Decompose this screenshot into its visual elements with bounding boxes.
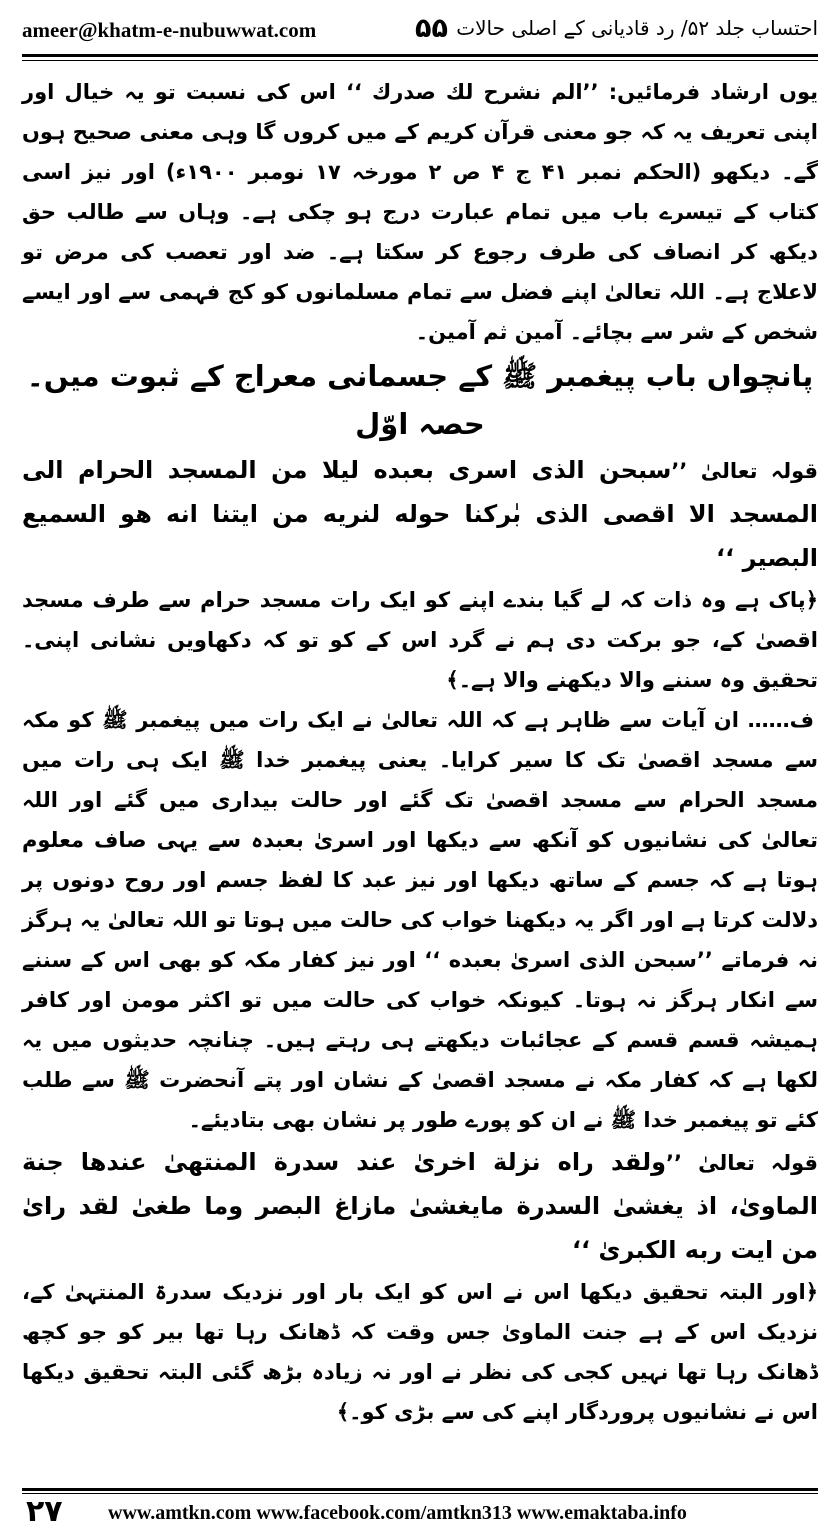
footer-page-number: ۲۷: [26, 1494, 63, 1529]
page-header: [22, 14, 818, 48]
header-email: ameer@khatm-e-nubuwwat.com: [22, 18, 317, 42]
footer-rule-thin: [22, 1493, 818, 1494]
header-rule-thick: [22, 54, 818, 57]
header-page-number: ۵۵: [415, 13, 448, 44]
footer-links[interactable]: www.amtkn.com www.facebook.com/amtkn313 www.emaktaba.info: [108, 1502, 687, 1524]
verse-1-translation: ﴿پاک ہے وہ ذات کہ لے گیا بندے اپنے کو ایک رات مسجد حرام سے طرف مسجد اقصیٰ کے، جو برکت دی ہم نے گرد اس کے کو تو کہ دکھاویں نشانی اپنی۔ تحقیق وہ سننے والا دیکھنے والا ہے۔﴾: [22, 588, 818, 692]
verse-2-arabic: ولقد راه نزلة اخریٰ عند سدرة المنتهیٰ عندها جنة الماویٰ، اذ یغشیٰ السدرة مایغشیٰ مازاغ البصر وما طغیٰ لقد رایٰ من ایت ربه الکبریٰ ‘‘: [22, 1148, 818, 1264]
page-footer: [22, 1494, 818, 1534]
intro-paragraph: یوں ارشاد فرمائیں: ’’الم نشرح لك صدرك ‘‘ اس کی نسبت تو یہ خیال اور اپنی تعریف یہ کہ جو معنی قرآن کریم کے میں کروں گا وہی معنی صحیح ہوں گے۔ دیکھو (الحکم نمبر ۴۱ ج ۴ ص ۲ مورخہ ۱۷ نومبر ۱۹۰۰ء) اور نیز اسی کتاب کے تیسرے باب میں تمام عبارت درج ہو چکی ہے۔ وہاں سے طالب حق دیکھ کر انصاف کی طرف رجوع کر سکتا ہے۔ ضد اور تعصب کی مرض تو لاعلاج ہے۔ اللہ تعالیٰ اپنے فضل سے تمام مسلمانوں کو کج فہمی سے اور ایسے شخص کے شر سے بچائے۔ آمین ثم آمین۔: [22, 80, 818, 344]
page-content: [22, 72, 818, 1468]
verse-1-lead: قولہ تعالیٰ ’’: [671, 459, 818, 483]
verse-1: [22, 448, 818, 580]
header-rule-thin: [22, 60, 818, 61]
verse-2-lead: قولہ تعالیٰ ’’: [666, 1151, 818, 1175]
footer-rule-thick: [22, 1488, 818, 1491]
verse-2-translation: ﴿اور البتہ تحقیق دیکھا اس نے اس کو ایک بار اور نزدیک سدرۃ المنتہیٰ کے، نزدیک اس کے ہے جنت الماویٰ جس وقت کہ ڈھانک رہا تھا بیر کو جو کچھ ڈھانک رہا تھا نہیں کجی کی نظر نے اور نہ زیادہ بڑھ گئی البتہ تحقیق دیکھا اس نے نشانیوں پروردگار اپنے کی سے بڑی کو۔﴾: [22, 1280, 818, 1424]
chapter-heading: پانچواں باب پیغمبر ﷺ کے جسمانی معراج کے ثبوت میں۔ حصہ اوّل: [26, 359, 814, 441]
commentary-paragraph: [22, 700, 818, 1140]
header-book-title: احتساب جلد ۵۲/ رد قادیانی کے اصلی حالات: [456, 16, 818, 40]
note-text: ان آیات سے ظاہر ہے کہ اللہ تعالیٰ نے ایک رات میں پیغمبر ﷺ کو مکہ سے مسجد اقصیٰ تک کا سیر کرایا۔ یعنی پیغمبر خدا ﷺ ایک ہی رات میں مسجد الحرام سے مسجد اقصیٰ تک گئے اور حالت بیداری میں گئے اور اللہ تعالیٰ کی نشانیوں کو آنکھ سے دیکھا اور اسریٰ بعبدہ سے یہی صاف معلوم ہوتا ہے کہ جسم کے ساتھ دیکھا اور نیز عبد کا لفظ جسم اور روح دونوں پر دلالت کرتا ہے اور اگر یہ دیکھنا خواب کی حالت میں ہوتا تو اللہ تعالیٰ یہ ہرگز نہ فرماتے ’’سبحن الذی اسریٰ بعبده ‘‘ اور نیز کفار مکہ کو بھی اس کے سننے سے انکار ہرگز نہ ہوتا۔ کیونکہ خواب کی حالت میں تو اکثر مومن اور کافر ہمیشہ قسم قسم کے عجائبات دیکھتے ہی رہتے ہیں۔ چنانچہ حدیثوں میں یہ لکھا ہے کہ کفار مکہ نے مسجد اقصیٰ کے نشان اور پتے آنحضرت ﷺ سے طلب کئے تو پیغمبر خدا ﷺ نے ان کو پورے طور پر نشان بھی بتادیئے۔: [22, 708, 818, 1132]
verse-2: [22, 1140, 818, 1272]
note-marker: ف……: [747, 708, 815, 732]
verse-1-arabic: سبحن الذی اسری بعبده لیلا من المسجد الحرام الی المسجد الا اقصی الذی بٰرکنا حوله لنریه من ایتنا انه هو السمیع البصیر ‘‘: [22, 456, 818, 572]
